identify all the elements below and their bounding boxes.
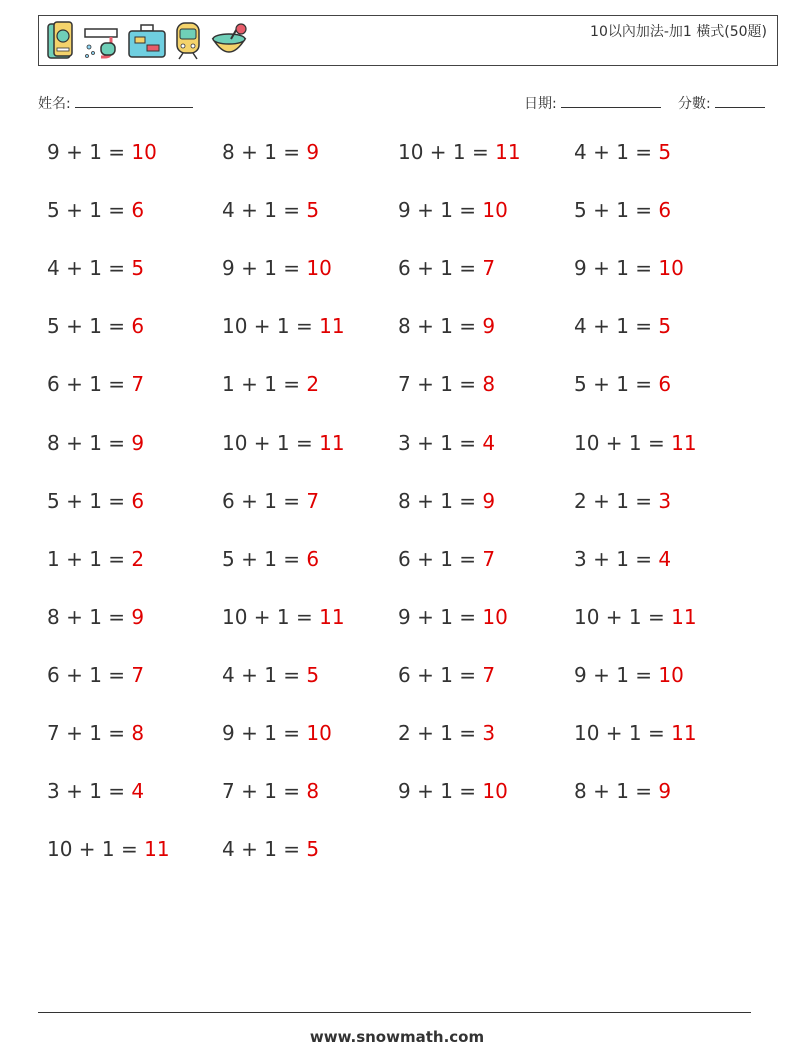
problem-item <box>574 547 671 571</box>
problem-question: 4 + 1 = <box>222 837 301 862</box>
problem-item <box>574 314 671 338</box>
problem-answer: 10 <box>306 721 332 745</box>
problem-question: 10 + 1 = <box>222 604 313 629</box>
problem-answer: 9 <box>658 779 672 804</box>
date-label: 日期: <box>524 96 557 112</box>
problem-question: 6 + 1 = <box>398 546 477 571</box>
problem-answer: 6 <box>306 546 320 571</box>
problem-question: 10 + 1 = <box>574 604 665 629</box>
problem-item <box>222 663 319 687</box>
problem-answer: 7 <box>306 488 320 513</box>
problem-answer: 5 <box>131 256 145 281</box>
problem-answer: 11 <box>671 604 697 629</box>
problem-question: 9 + 1 = <box>398 198 477 223</box>
problem-question: 8 + 1 = <box>398 488 477 513</box>
problem-answer: 10 <box>482 604 508 629</box>
problem-question: 2 + 1 = <box>574 488 653 513</box>
problem-question: 8 + 1 = <box>222 140 301 164</box>
problem-question: 9 + 1 = <box>398 604 477 629</box>
problem-item <box>47 372 144 396</box>
problem-item <box>574 256 684 280</box>
problem-question: 6 + 1 = <box>222 488 301 513</box>
problem-question: 10 + 1 = <box>47 837 138 862</box>
problem-question: 8 + 1 = <box>47 430 126 455</box>
problem-item <box>222 489 319 513</box>
problem-question: 6 + 1 = <box>47 662 126 687</box>
problem-question: 3 + 1 = <box>398 430 477 455</box>
problem-answer: 5 <box>658 140 672 164</box>
problem-question: 4 + 1 = <box>222 662 301 687</box>
problem-answer: 5 <box>306 662 320 687</box>
problem-row <box>47 779 767 819</box>
problem-answer: 5 <box>658 314 672 339</box>
snorkel-mask-icon <box>81 21 121 61</box>
date-field[interactable] <box>524 93 661 113</box>
problem-item <box>398 372 495 396</box>
problem-answer: 11 <box>319 430 345 455</box>
problem-answer: 7 <box>482 662 496 687</box>
problem-question: 6 + 1 = <box>398 256 477 281</box>
problem-row <box>47 256 767 296</box>
problem-answer: 3 <box>482 721 496 745</box>
problem-question: 7 + 1 = <box>398 372 477 397</box>
problem-answer: 11 <box>671 430 697 455</box>
problem-question: 9 + 1 = <box>574 662 653 687</box>
problem-answer: 9 <box>131 604 145 629</box>
problem-item <box>398 547 495 571</box>
problem-item <box>222 547 319 571</box>
problem-question: 5 + 1 = <box>47 314 126 339</box>
problem-item <box>47 198 144 222</box>
problem-question: 9 + 1 = <box>574 256 653 281</box>
problem-item <box>398 314 495 338</box>
date-line[interactable] <box>561 95 661 108</box>
problem-answer: 8 <box>306 779 320 804</box>
problem-item <box>398 721 495 745</box>
problem-row <box>47 431 767 471</box>
problem-row <box>47 140 767 180</box>
problem-item <box>398 605 508 629</box>
problem-answer: 10 <box>658 256 684 281</box>
problem-question: 5 + 1 = <box>222 546 301 571</box>
problem-answer: 4 <box>658 546 672 571</box>
problem-question: 10 + 1 = <box>574 430 665 455</box>
problem-question: 4 + 1 = <box>574 140 653 164</box>
problem-item <box>398 779 508 803</box>
problem-row <box>47 837 767 877</box>
problem-question: 2 + 1 = <box>398 721 477 745</box>
problem-item <box>574 489 671 513</box>
problem-answer: 4 <box>131 779 145 804</box>
problem-answer: 11 <box>319 604 345 629</box>
problem-item <box>47 489 144 513</box>
problem-item <box>47 256 144 280</box>
problem-item <box>222 837 319 861</box>
problem-item <box>47 721 144 745</box>
problem-item <box>47 779 144 803</box>
problem-question: 5 + 1 = <box>574 372 653 397</box>
problem-row <box>47 547 767 587</box>
problem-answer: 6 <box>131 198 145 223</box>
worksheet-header <box>38 15 778 66</box>
problem-item <box>574 372 671 396</box>
problem-item <box>47 314 144 338</box>
problem-item <box>47 663 144 687</box>
problem-question: 6 + 1 = <box>47 372 126 397</box>
problem-item <box>398 489 495 513</box>
problem-row <box>47 314 767 354</box>
problem-item <box>222 721 332 745</box>
score-label: 分數: <box>678 96 711 112</box>
problem-question: 9 + 1 = <box>398 779 477 804</box>
header-icons <box>45 21 249 61</box>
problem-row <box>47 721 767 761</box>
problem-answer: 9 <box>131 430 145 455</box>
problem-answer: 2 <box>131 546 145 571</box>
problem-question: 8 + 1 = <box>47 604 126 629</box>
problem-answer: 8 <box>482 372 496 397</box>
problem-answer: 5 <box>306 837 320 862</box>
problem-question: 3 + 1 = <box>574 546 653 571</box>
problem-item <box>47 837 170 861</box>
problem-question: 1 + 1 = <box>47 546 126 571</box>
passport-icon <box>45 21 75 61</box>
problem-question: 5 + 1 = <box>47 488 126 513</box>
problem-answer: 6 <box>131 488 145 513</box>
problem-item <box>398 140 521 164</box>
problem-answer: 6 <box>658 372 672 397</box>
problem-item <box>222 372 319 396</box>
problem-answer: 6 <box>658 198 672 223</box>
problem-question: 5 + 1 = <box>574 198 653 223</box>
problem-answer: 11 <box>319 314 345 339</box>
name-field[interactable] <box>38 93 193 113</box>
problem-answer: 10 <box>482 779 508 804</box>
problem-question: 8 + 1 = <box>574 779 653 804</box>
problem-answer: 7 <box>131 662 145 687</box>
problem-question: 7 + 1 = <box>222 779 301 804</box>
problem-question: 10 + 1 = <box>574 721 665 745</box>
problem-item <box>398 431 495 455</box>
problem-item <box>398 663 495 687</box>
suitcase-icon <box>127 21 167 61</box>
problem-answer: 11 <box>495 140 521 164</box>
problem-question: 9 + 1 = <box>47 140 126 164</box>
problem-question: 10 + 1 = <box>222 314 313 339</box>
problem-question: 5 + 1 = <box>47 198 126 223</box>
problem-question: 7 + 1 = <box>47 721 126 745</box>
worksheet-title: 10以內加法-加1 橫式(50題) <box>590 24 767 40</box>
problem-row <box>47 663 767 703</box>
problem-question: 9 + 1 = <box>222 256 301 281</box>
problem-question: 8 + 1 = <box>398 314 477 339</box>
problem-answer: 10 <box>482 198 508 223</box>
problem-item <box>398 256 495 280</box>
problem-item <box>222 605 345 629</box>
problem-question: 4 + 1 = <box>222 198 301 223</box>
name-label: 姓名: <box>38 96 71 112</box>
problem-answer: 8 <box>131 721 145 745</box>
problem-row <box>47 372 767 412</box>
problem-question: 10 + 1 = <box>398 140 489 164</box>
problem-answer: 9 <box>482 488 496 513</box>
problem-item <box>222 140 319 164</box>
problem-answer: 11 <box>144 837 170 862</box>
problem-answer: 4 <box>482 430 496 455</box>
problem-answer: 6 <box>131 314 145 339</box>
train-icon <box>173 21 203 61</box>
score-field[interactable] <box>678 93 765 113</box>
footer-divider <box>38 1012 751 1013</box>
problem-answer: 3 <box>658 488 672 513</box>
problem-item <box>222 431 345 455</box>
footer-url: www.snowmath.com <box>309 1028 485 1046</box>
problem-row <box>47 198 767 238</box>
problem-item <box>222 256 332 280</box>
problem-item <box>574 663 684 687</box>
problem-answer: 9 <box>306 140 320 164</box>
problem-answer: 7 <box>482 256 496 281</box>
problem-item <box>574 721 697 745</box>
problem-item <box>222 314 345 338</box>
name-line[interactable] <box>75 95 193 108</box>
problem-item <box>222 198 319 222</box>
problem-item <box>222 779 319 803</box>
problem-question: 6 + 1 = <box>398 662 477 687</box>
problem-question: 4 + 1 = <box>47 256 126 281</box>
problem-item <box>398 198 508 222</box>
problem-answer: 10 <box>131 140 157 164</box>
problem-question: 3 + 1 = <box>47 779 126 804</box>
problem-question: 4 + 1 = <box>574 314 653 339</box>
problem-question: 10 + 1 = <box>222 430 313 455</box>
score-line[interactable] <box>715 95 765 108</box>
problem-item <box>47 140 157 164</box>
problem-answer: 11 <box>671 721 697 745</box>
problem-row <box>47 605 767 645</box>
coconut-drink-icon <box>209 21 249 61</box>
problem-answer: 5 <box>306 198 320 223</box>
problem-item <box>574 198 671 222</box>
problem-question: 9 + 1 = <box>222 721 301 745</box>
problem-answer: 10 <box>658 662 684 687</box>
problem-item <box>47 431 144 455</box>
problem-item <box>574 779 671 803</box>
problem-answer: 10 <box>306 256 332 281</box>
problem-answer: 9 <box>482 314 496 339</box>
problem-item <box>574 431 697 455</box>
problem-question: 1 + 1 = <box>222 372 301 397</box>
problem-row <box>47 489 767 529</box>
problem-answer: 7 <box>482 546 496 571</box>
problem-item <box>574 140 671 164</box>
problem-answer: 2 <box>306 372 320 397</box>
problem-item <box>47 547 144 571</box>
problem-answer: 7 <box>131 372 145 397</box>
problem-item <box>574 605 697 629</box>
problem-item <box>47 605 144 629</box>
